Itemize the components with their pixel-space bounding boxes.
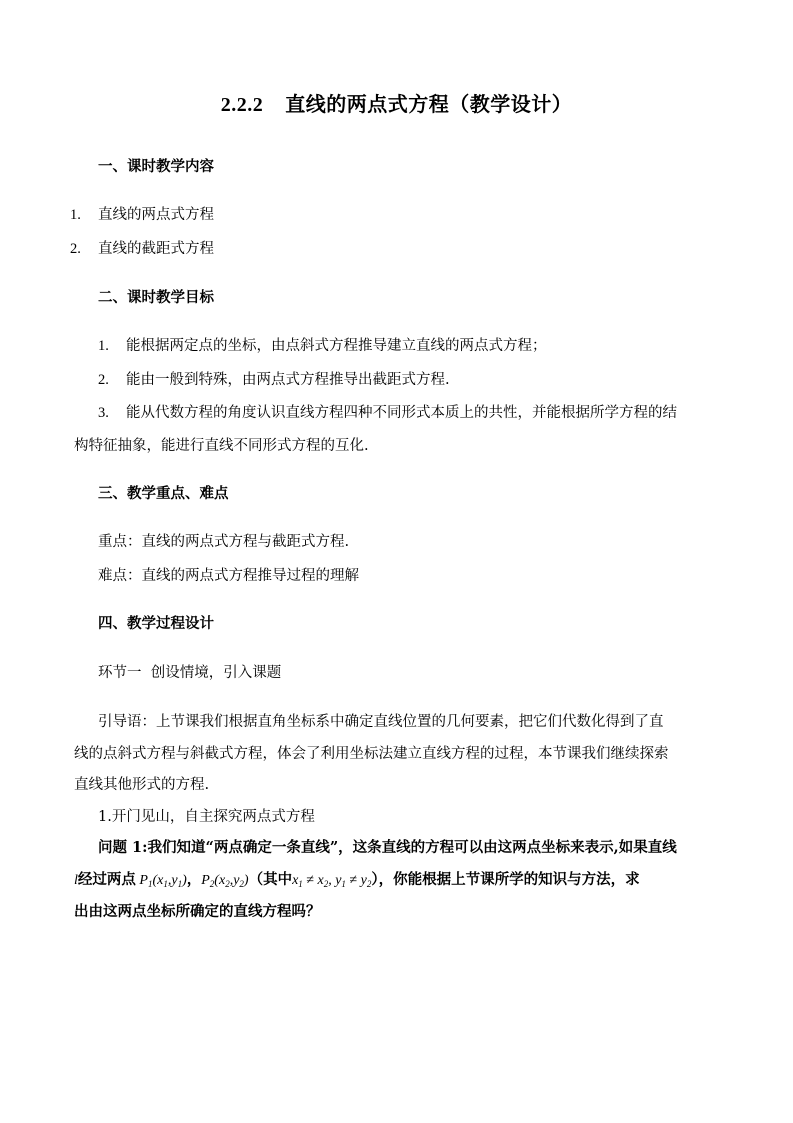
section-heading-process: 四、教学过程设计 (98, 615, 214, 632)
section-heading-key-points: 三、教学重点、难点 (98, 485, 229, 502)
question-line: l经过两点 $P_1(x_1,y_1)$，$P_2(x_2,y_2)$（其中$x_1 \ne x_2$, $y_1 \ne y_2$），你能根据上节课所学的知识与方法，求 (74, 871, 640, 889)
math-point-p1: $P_1(x_1,y_1)$ (135, 873, 187, 889)
stage-label: 环节一 (98, 665, 142, 681)
question-line: 出由这两点坐标所确定的直线方程吗？ (74, 903, 321, 920)
sub-heading: 1.开门见山，自主探究两点式方程 (98, 809, 315, 825)
key-point-text: 重点：直线的两点式方程与截距式方程. (98, 534, 350, 550)
stage-title (98, 661, 281, 682)
math-line-l: l (74, 873, 78, 888)
list-item: 2. 直线的截距式方程 (70, 241, 214, 257)
list-item: 1. 直线的两点式方程 (70, 207, 214, 223)
list-item: 1. 能根据两定点的坐标，由点斜式方程推导建立直线的两点式方程； (98, 338, 547, 354)
stage-text: 创设情境，引入课题 (150, 665, 282, 681)
list-item: 3. 能从代数方程的角度认识直线方程四种不同形式本质上的共性，并能根据所学方程的结 (98, 405, 677, 421)
math-condition: $x_1 \ne x_2$, $y_1 \ne y_2$ (292, 873, 372, 889)
section-heading-content: 一、课时教学内容 (98, 158, 214, 175)
list-item: 2. 能由一般到特殊，由两点式方程推导出截距式方程. (98, 372, 450, 388)
difficulty-text: 难点：直线的两点式方程推导过程的理解 (98, 568, 359, 584)
title-number: 2.2.2 (220, 94, 264, 116)
intro-paragraph-line: 线的点斜式方程与斜截式方程，体会了利用坐标法建立直线方程的过程，本节课我们继续探索 (74, 746, 669, 762)
intro-paragraph-line: 直线其他形式的方程. (74, 777, 210, 793)
document-title (0, 88, 793, 117)
title-text: 直线的两点式方程（教学设计） (285, 92, 573, 116)
question-line: 问题 1:我们知道“两点确定一条直线”，这条直线的方程可以由这两点坐标来表示,如果直线 (98, 839, 677, 856)
intro-paragraph-line: 引导语：上节课我们根据直角坐标系中确定直线位置的几何要素，把它们代数化得到了直 (98, 714, 664, 730)
math-point-p2: $P_2(x_2,y_2)$ (201, 873, 249, 889)
list-item-continuation: 构特征抽象，能进行直线不同形式方程的互化. (74, 438, 369, 454)
section-heading-goals: 二、课时教学目标 (98, 289, 214, 306)
